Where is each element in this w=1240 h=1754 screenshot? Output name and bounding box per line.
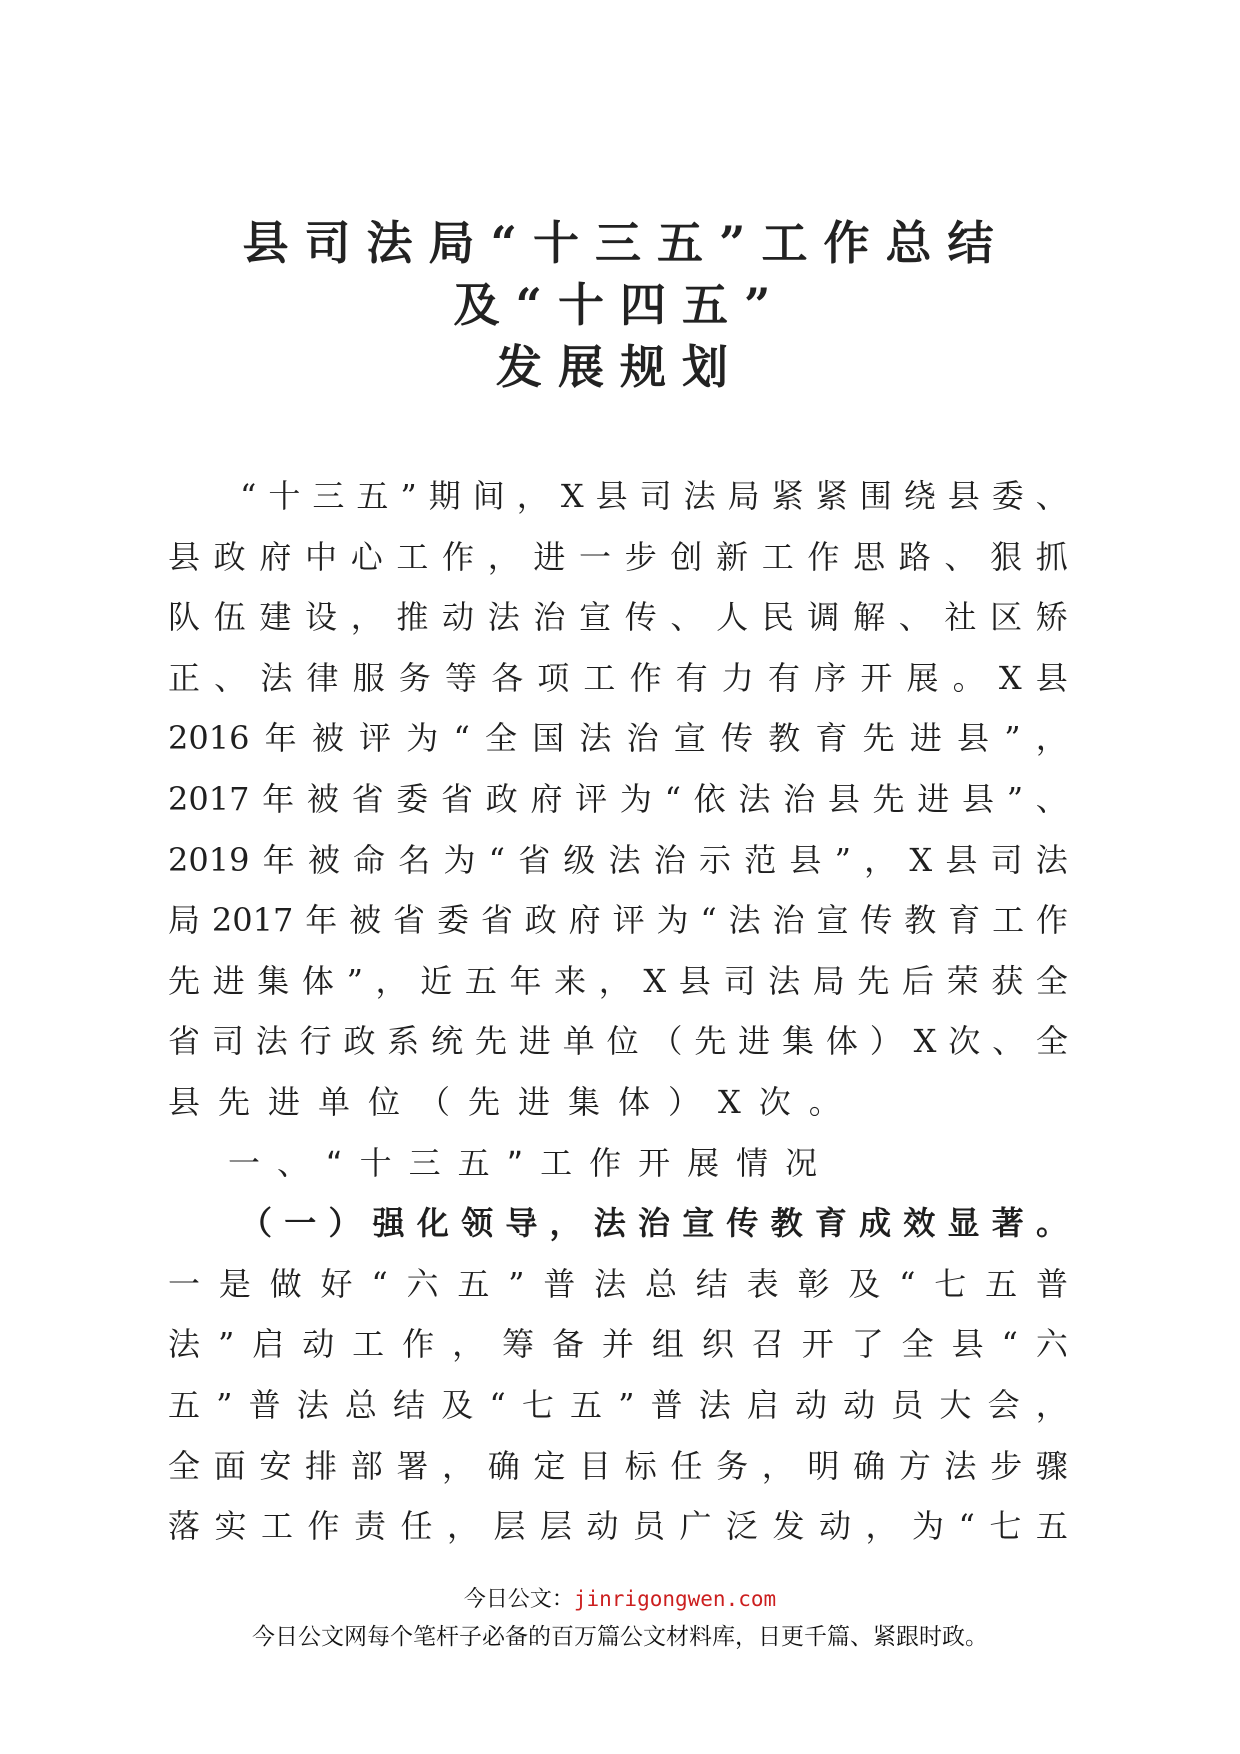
title-line-2: 及“十四五” (453, 278, 787, 332)
section-line: 落 实 工 作 责 任 ， 层 层 动 员 广 泛 发 动 ， 为 “ 七 五 (168, 1507, 1068, 1546)
body-line: “ 十 三 五 ” 期 间 ， X 县 司 法 局 紧 紧 围 绕 县 委 、 (240, 477, 1068, 515)
footer-site-link[interactable]: jinrigongwen.com (573, 1587, 777, 1611)
body-line: 2016 年 被 评 为 “ 全 国 法 治 宣 传 教 育 先 进 县 ” ， (168, 719, 1068, 758)
body-line: 局 2017 年 被 省 委 省 政 府 评 为 “ 法 治 宣 传 教 育 工 作 (168, 901, 1068, 940)
footer-label: 今日公文： (463, 1587, 574, 1612)
footer-source (0, 1582, 1240, 1613)
section-heading: 一、“十三五”工作开展情况 (228, 1143, 835, 1182)
footer-slogan: 今日公文网每个笔杆子必备的百万篇公文材料库，日更千篇、紧跟时政。 (252, 1624, 988, 1650)
document-body (168, 466, 1068, 1557)
body-line: 先 进 集 体 ” ， 近 五 年 来 ， X 县 司 法 局 先 后 荣 获 全 (168, 961, 1068, 1000)
body-line: 正 、 法 律 服 务 等 各 项 工 作 有 力 有 序 开 展 。 X 县 (168, 658, 1068, 697)
section-line: 一 是 做 好 “ 六 五 ” 普 法 总 结 表 彰 及 “ 七 五 普 (168, 1264, 1068, 1303)
document-title (0, 212, 1240, 398)
body-line: 县先进单位（先进集体）X次。 (168, 1082, 859, 1121)
section-line: 全 面 安 排 部 署 ， 确 定 目 标 任 务 ， 明 确 方 法 步 骤 (168, 1446, 1068, 1485)
body-line: 省 司 法 行 政 系 统 先 进 单 位 （ 先 进 集 体 ） X 次 、 全 (168, 1022, 1068, 1061)
body-line: 县 政 府 中 心 工 作 ， 进 一 步 创 新 工 作 思 路 、 狠 抓 (168, 537, 1068, 576)
title-line-3: 发展规划 (496, 340, 744, 394)
body-line: 2017 年 被 省 委 省 政 府 评 为 “ 依 法 治 县 先 进 县 ” 、 (168, 779, 1068, 818)
section-line: 五 ” 普 法 总 结 及 “ 七 五 ” 普 法 启 动 动 员 大 会 ， (168, 1385, 1068, 1424)
body-line: 队 伍 建 设 ， 推 动 法 治 宣 传 、 人 民 调 解 、 社 区 矫 (168, 598, 1068, 637)
subsection-heading: （ 一 ） 强 化 领 导 ， 法 治 宣 传 教 育 成 效 显 著 。 (240, 1204, 1068, 1243)
section-line: 法 ” 启 动 工 作 ， 筹 备 并 组 织 召 开 了 全 县 “ 六 (168, 1325, 1068, 1364)
body-line: 2019 年 被 命 名 为 “ 省 级 法 治 示 范 县 ” ， X 县 司 法 (168, 840, 1068, 879)
title-line-1: 县司法局“十三五”工作总结 (242, 216, 1010, 270)
